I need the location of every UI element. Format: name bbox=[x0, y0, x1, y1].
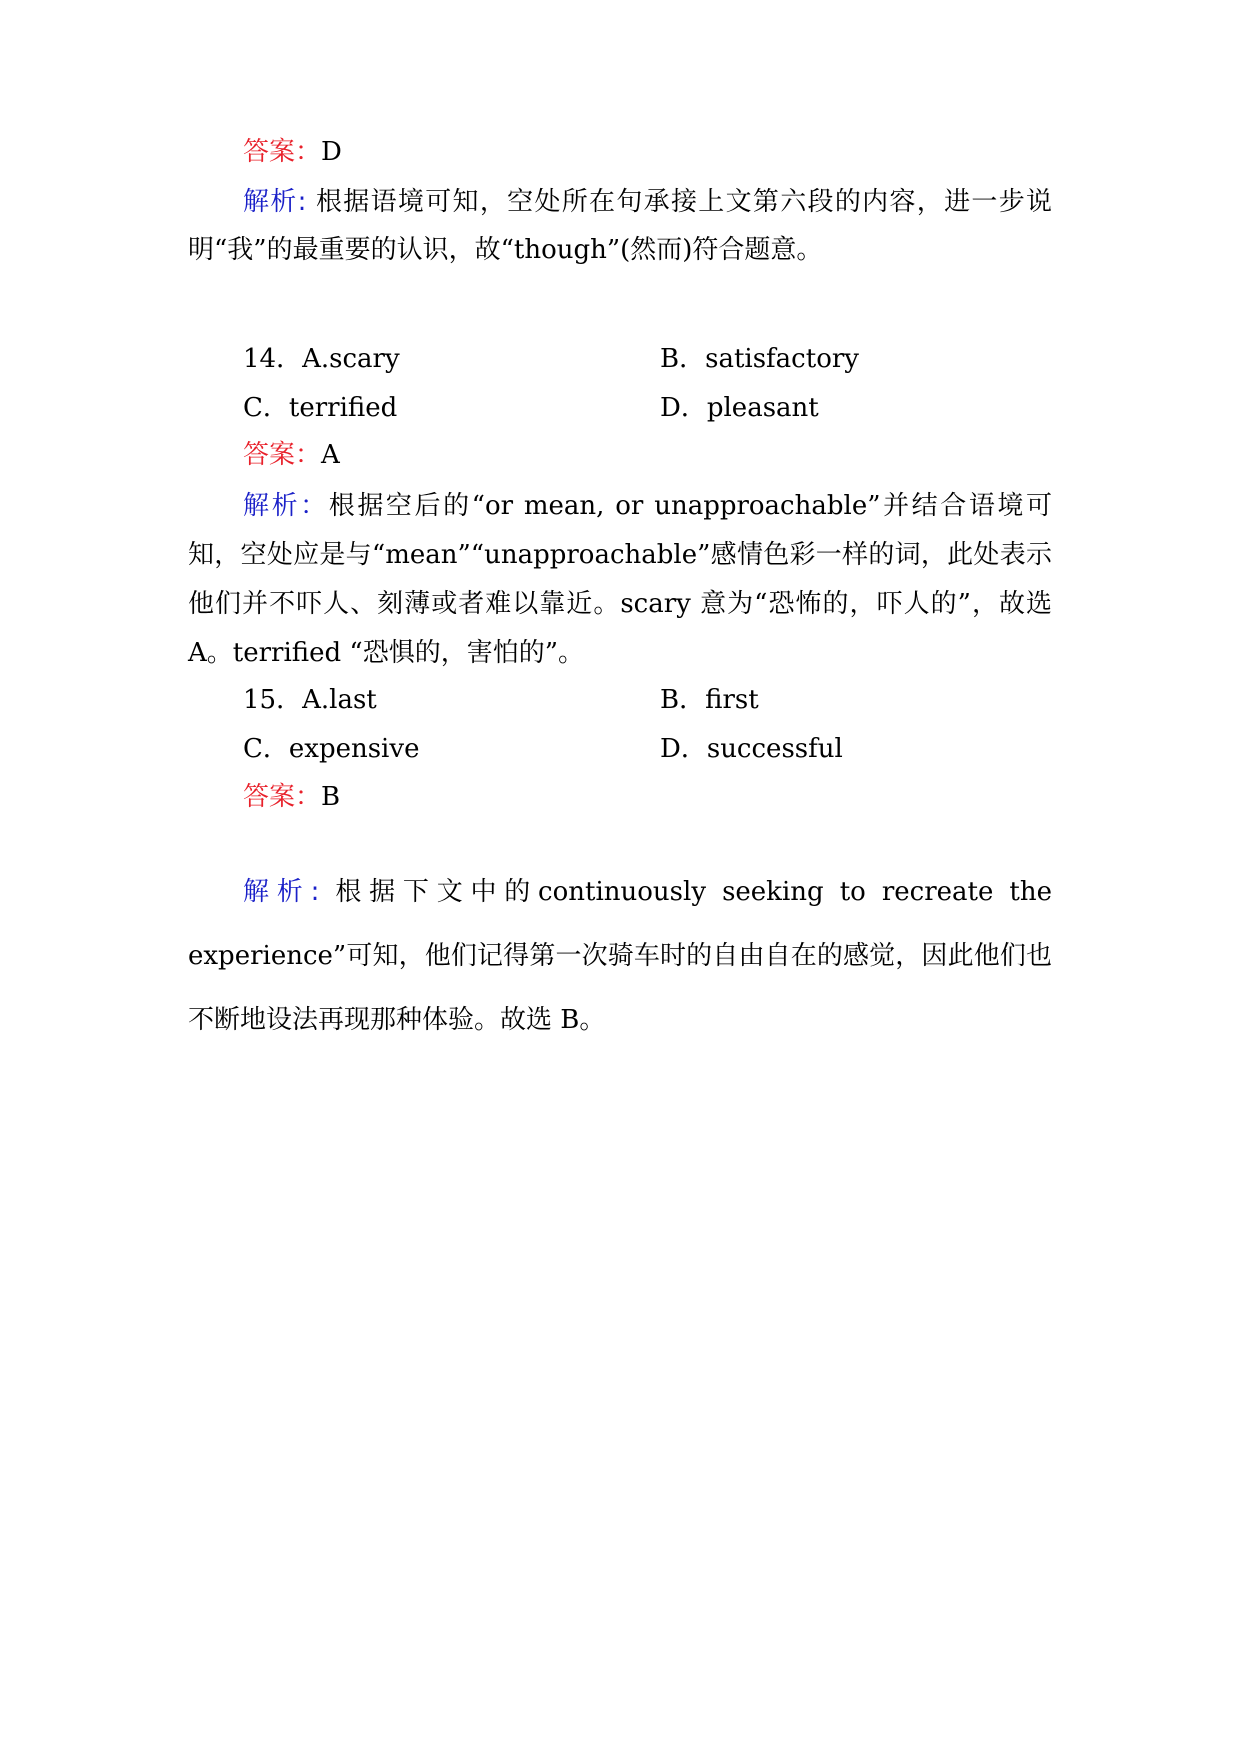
q14-answer-value: A bbox=[321, 440, 340, 470]
q13-answer bbox=[243, 137, 342, 167]
q14-analysis-text: 根据空后的“or mean, or unapproachable”并结合语境可知，空处应是与“mean”“unapproachable”感情色彩一样的词，此处表示他们并不吓人、刻薄或者难以靠近。scary 意为“恐怖的，吓人的”，故选 A。terrified “恐惧的，害怕的”。 bbox=[188, 491, 1052, 668]
q14-analysis-label: 解析： bbox=[243, 491, 329, 521]
q15-answer bbox=[243, 782, 340, 812]
q15-analysis bbox=[188, 860, 1052, 1052]
q15-number: 15． bbox=[243, 685, 303, 715]
q15-option-a bbox=[243, 685, 377, 715]
q15-option-b: B．first bbox=[660, 685, 759, 715]
q14-number: 14． bbox=[243, 344, 303, 374]
q13-analysis bbox=[188, 178, 1052, 274]
q14-option-d: D．pleasant bbox=[660, 393, 819, 423]
q14-answer bbox=[243, 440, 340, 470]
q13-analysis-text: 根据语境可知，空处所在句承接上文第六段的内容，进一步说明“我”的最重要的认识，故“though”(然而)符合题意。 bbox=[188, 187, 1053, 265]
q15-option-a-text: A.last bbox=[302, 685, 377, 715]
q13-answer-value: D bbox=[321, 137, 342, 167]
q14-option-a bbox=[243, 344, 400, 374]
q15-option-d: D．successful bbox=[660, 734, 843, 764]
q15-analysis-label: 解析: bbox=[243, 877, 320, 907]
q14-option-c: C．terrified bbox=[243, 393, 398, 423]
q15-answer-value: B bbox=[321, 782, 341, 812]
q15-analysis-text: 根据下文中的continuously seeking to recreate the experience”可知，他们记得第一次骑车时的自由自在的感觉，因此他们也不断地设法再现那种体验。故选 B。 bbox=[188, 877, 1052, 1035]
q15-option-c: C．expensive bbox=[243, 734, 420, 764]
q13-answer-label: 答案： bbox=[243, 137, 322, 167]
q13-analysis-label: 解析: bbox=[243, 187, 307, 217]
q14-analysis bbox=[188, 482, 1052, 678]
q14-answer-label: 答案： bbox=[243, 440, 322, 470]
q15-answer-label: 答案： bbox=[243, 782, 322, 812]
q14-option-a-text: A.scary bbox=[302, 344, 400, 374]
q14-option-b: B．satisfactory bbox=[660, 344, 859, 374]
